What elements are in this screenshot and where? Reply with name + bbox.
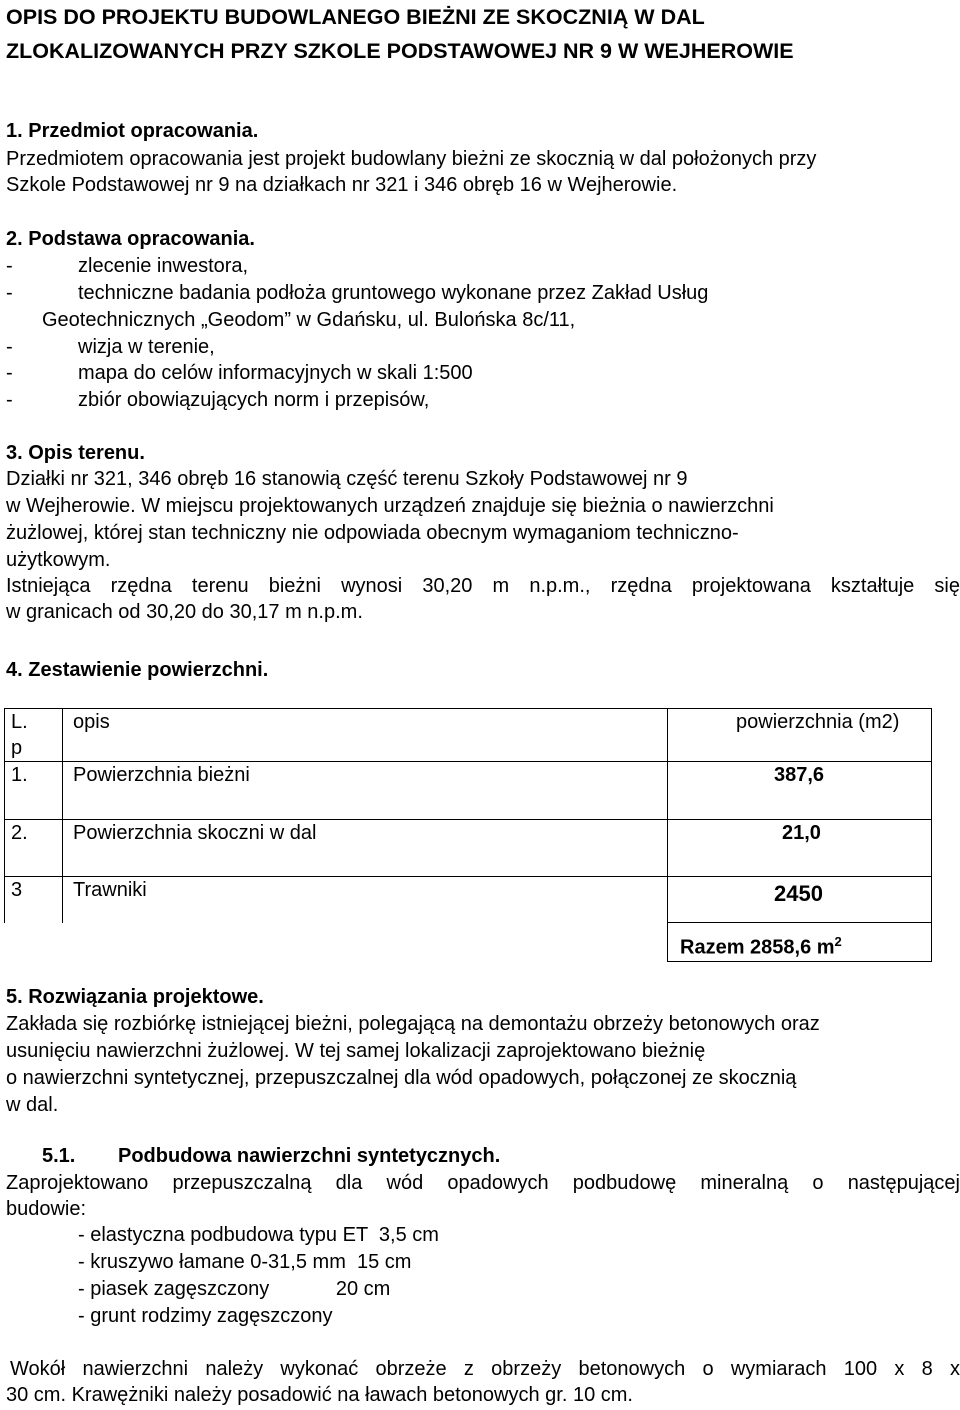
total-label: Razem 2858,6 m <box>680 936 835 959</box>
layer-item: - kruszywo łamane 0-31,5 mm 15 cm <box>78 1251 412 1273</box>
row-description <box>63 820 668 877</box>
row-number-value: 1. <box>11 764 28 786</box>
bullet-dash: - <box>6 362 13 384</box>
total-empty-cell <box>5 923 63 962</box>
section-2-heading: 2. Podstawa opracowania. <box>6 228 255 250</box>
row-number-value: 3 <box>11 879 23 901</box>
section-3-line: użytkowym. <box>6 549 111 571</box>
subsection-line: Zaprojektowano przepuszczalną dla wód opadowych podbudowę mineralną o następującej <box>6 1172 960 1194</box>
section-3-line: Istniejąca rzędna terenu bieżni wynosi 30,20 m n.p.m., rzędna projektowana kształtuje się <box>6 575 960 597</box>
document-title-line-1: OPIS DO PROJEKTU BUDOWLANEGO BIEŻNI ZE SKOCZNIĄ W DAL <box>6 5 705 29</box>
total-cell <box>668 923 932 962</box>
total-superscript: 2 <box>834 934 842 949</box>
subsection-number: 5.1. <box>42 1145 76 1167</box>
row-description-value: Powierzchnia skoczni w dal <box>73 822 317 844</box>
row-description <box>63 762 668 820</box>
table-total-row <box>5 923 932 962</box>
total-empty-cell <box>63 923 668 962</box>
bullet-dash: - <box>6 255 13 277</box>
section-3-line: w granicach od 30,20 do 30,17 m n.p.m. <box>6 601 363 623</box>
section-5-line: o nawierzchni syntetycznej, przepuszczalnej dla wód opadowych, połączonej ze skocznią <box>6 1067 797 1089</box>
section-5-heading: 5. Rozwiązania projektowe. <box>6 986 264 1008</box>
section-4-heading: 4. Zestawienie powierzchni. <box>6 659 269 681</box>
bullet-dash: - <box>6 282 13 304</box>
area-summary-table <box>4 708 932 962</box>
table-row <box>5 762 932 820</box>
row-description-value: Powierzchnia bieżni <box>73 764 250 786</box>
header-cell-number <box>5 709 63 762</box>
section-1-paragraph-line: Szkole Podstawowej nr 9 na działkach nr 321 i 346 obręb 16 w Wejherowie. <box>6 174 678 196</box>
table-header-row <box>5 709 932 762</box>
row-description-value: Trawniki <box>73 879 147 901</box>
layer-item: - piasek zagęszczony 20 cm <box>78 1278 391 1300</box>
section-1-heading: 1. Przedmiot opracowania. <box>6 120 259 142</box>
basis-item-continued: Geotechnicznych „Geodom” w Gdańsku, ul. Bulońska 8c/11, <box>42 309 576 331</box>
basis-item: zlecenie inwestora, <box>78 255 249 277</box>
row-number <box>5 762 63 820</box>
table-row <box>5 820 932 877</box>
row-area-value: 387,6 <box>774 764 825 786</box>
basis-item: wizja w terenie, <box>78 336 215 358</box>
document-title-line-2: ZLOKALIZOWANYCH PRZY SZKOLE PODSTAWOWEJ NR 9 W WEJHEROWIE <box>6 39 794 63</box>
bullet-dash: - <box>6 336 13 358</box>
section-3-line: żużlowej, której stan techniczny nie odpowiada obecnym wymaganiom techniczno- <box>6 522 739 544</box>
basis-item: techniczne badania podłoża gruntowego wykonane przez Zakład Usług <box>78 282 709 304</box>
header-cell-description <box>63 709 668 762</box>
header-area-label: powierzchnia (m2) <box>736 711 900 733</box>
closing-line: 30 cm. Krawężniki należy posadowić na ławach betonowych gr. 10 cm. <box>6 1384 633 1406</box>
row-area-value: 2450 <box>774 881 823 906</box>
bullet-dash: - <box>6 389 13 411</box>
basis-item: mapa do celów informacyjnych w skali 1:500 <box>78 362 473 384</box>
header-description-label: opis <box>73 711 110 733</box>
section-3-line: Działki nr 321, 346 obręb 16 stanowią część terenu Szkoły Podstawowej nr 9 <box>6 468 688 490</box>
subsection-line: budowie: <box>6 1198 87 1220</box>
row-area-value: 21,0 <box>782 822 821 844</box>
section-1-paragraph-line: Przedmiotem opracowania jest projekt budowlany bieżni ze skocznią w dal położonych przy <box>6 148 817 170</box>
section-3-heading: 3. Opis terenu. <box>6 442 145 464</box>
section-5-line: Zakłada się rozbiórkę istniejącej bieżni, polegającą na demontażu obrzeży betonowych oraz <box>6 1013 820 1035</box>
basis-item: zbiór obowiązujących norm i przepisów, <box>78 389 430 411</box>
row-number-value: 2. <box>11 822 28 844</box>
header-cell-area <box>668 709 932 762</box>
row-number <box>5 877 63 923</box>
section-5-line: w dal. <box>6 1094 59 1116</box>
table-row <box>5 877 932 923</box>
row-area <box>668 820 932 877</box>
section-3-line: w Wejherowie. W miejscu projektowanych urządzeń znajduje się bieżnia o nawierzchni <box>6 495 774 517</box>
row-description <box>63 877 668 923</box>
row-area <box>668 877 932 923</box>
section-5-line: usunięciu nawierzchni żużlowej. W tej samej lokalizacji zaprojektowano bieżnię <box>6 1040 706 1062</box>
layer-item: - grunt rodzimy zagęszczony <box>78 1305 333 1327</box>
row-number <box>5 820 63 877</box>
row-area <box>668 762 932 820</box>
closing-line: Wokół nawierzchni należy wykonać obrzeże z obrzeży betonowych o wymiarach 100 x 8 x <box>10 1358 960 1380</box>
layer-item: - elastyczna podbudowa typu ET 3,5 cm <box>78 1224 439 1246</box>
header-number-label: L. p <box>11 711 28 759</box>
subsection-heading: Podbudowa nawierzchni syntetycznych. <box>118 1145 501 1167</box>
